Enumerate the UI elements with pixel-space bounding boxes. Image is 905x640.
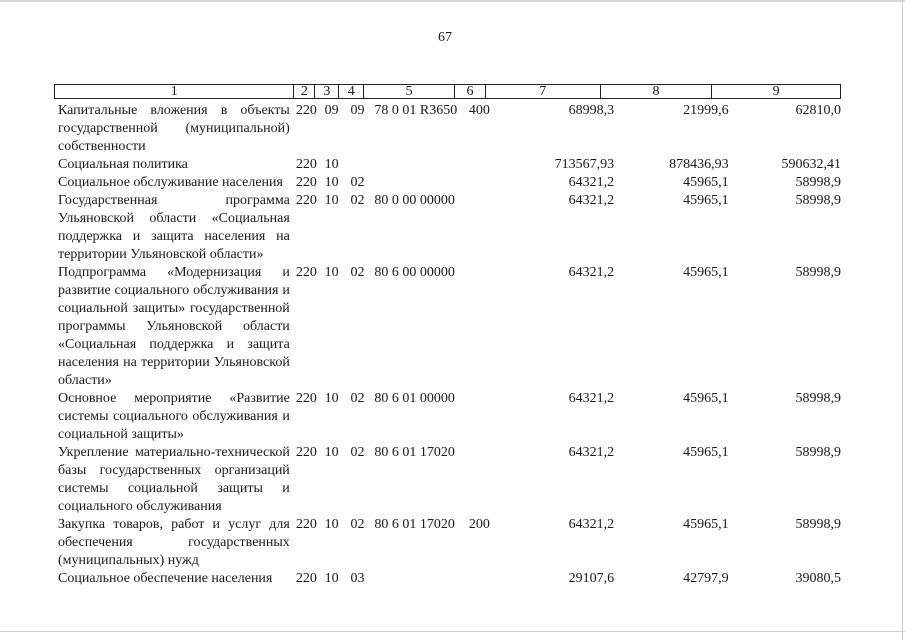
row-code-5: 80 6 01 17020 (374, 445, 455, 460)
row-code-4: 03 (350, 571, 365, 586)
row-value-8: 878436,93 (669, 157, 729, 172)
header-col-6: 6 (455, 85, 486, 98)
row-value-7: 713567,93 (554, 157, 615, 172)
row-code-3: 10 (324, 445, 339, 460)
row-code-2: 220 (295, 445, 317, 460)
row-code-4: 02 (350, 175, 365, 190)
row-value-9: 58998,9 (795, 391, 841, 406)
row-code-4: 02 (350, 517, 365, 532)
row-code-2: 220 (295, 157, 317, 172)
row-code-3: 10 (324, 175, 339, 190)
table-row (58, 390, 841, 444)
row-value-8: 45965,1 (683, 265, 729, 280)
row-code-4: 02 (350, 391, 365, 406)
row-value-7: 68998,3 (568, 103, 615, 118)
table-header-row (54, 84, 841, 99)
row-name: Закупка товаров, работ и услуг для обеспечения государственных (муниципальных) нужд (58, 517, 290, 568)
row-name: Социальная политика (58, 157, 188, 172)
scan-top-edge (0, 0, 905, 2)
row-value-8: 21999,6 (683, 103, 729, 118)
row-value-7: 64321,2 (568, 265, 615, 280)
row-code-3: 10 (324, 157, 339, 172)
row-value-8: 45965,1 (683, 445, 729, 460)
header-col-4: 4 (339, 85, 364, 98)
table-row (58, 192, 841, 264)
scan-bottom-edge (0, 631, 905, 632)
row-value-8: 42797,9 (683, 571, 729, 586)
row-code-4: 02 (350, 193, 365, 208)
table-row (58, 174, 841, 192)
row-value-7: 64321,2 (568, 517, 615, 532)
row-name: Основное мероприятие «Развитие системы социального обслуживания и социальной защиты» (58, 391, 290, 442)
header-col-3: 3 (315, 85, 339, 98)
header-col-1: 1 (55, 85, 294, 98)
table-row (58, 570, 841, 588)
table-row (58, 516, 841, 570)
table-row (58, 102, 841, 156)
row-code-3: 10 (324, 391, 339, 406)
table-body (58, 102, 841, 588)
row-value-9: 62810,0 (795, 103, 841, 118)
row-code-3: 10 (324, 571, 339, 586)
row-code-5: 78 0 01 R3650 (374, 103, 458, 118)
row-value-9: 58998,9 (795, 445, 841, 460)
row-value-8: 45965,1 (683, 391, 729, 406)
row-code-5: 80 6 00 00000 (374, 265, 455, 280)
row-value-9: 58998,9 (795, 175, 841, 190)
row-code-4: 02 (350, 265, 365, 280)
row-value-9: 590632,41 (781, 157, 841, 172)
row-code-2: 220 (295, 391, 317, 406)
row-code-6: 200 (468, 517, 490, 532)
row-code-3: 09 (324, 103, 339, 118)
row-value-7: 64321,2 (568, 445, 615, 460)
row-value-9: 58998,9 (795, 193, 841, 208)
row-code-4: 09 (350, 103, 365, 118)
row-value-8: 45965,1 (683, 517, 729, 532)
header-col-2: 2 (294, 85, 315, 98)
row-code-3: 10 (324, 265, 339, 280)
row-value-9: 58998,9 (795, 517, 841, 532)
header-col-5: 5 (364, 85, 455, 98)
header-col-9: 9 (772, 84, 780, 99)
row-code-2: 220 (295, 103, 317, 118)
row-code-5: 80 0 00 00000 (374, 193, 455, 208)
row-code-2: 220 (295, 517, 317, 532)
row-code-5: 80 6 01 00000 (374, 391, 455, 406)
row-name: Государственная программа Ульяновской области «Социальная поддержка и защита населения на территории Ульяновской области» (58, 193, 290, 262)
table-row (58, 264, 841, 390)
row-name: Социальное обслуживание населения (58, 175, 283, 190)
row-code-3: 10 (324, 517, 339, 532)
row-code-2: 220 (295, 193, 317, 208)
row-value-7: 64321,2 (568, 391, 615, 406)
row-value-8: 45965,1 (683, 193, 729, 208)
row-value-7: 64321,2 (568, 175, 615, 190)
header-col-8: 8 (601, 85, 713, 98)
row-code-4: 02 (350, 445, 365, 460)
row-code-2: 220 (295, 265, 317, 280)
row-name: Подпрограмма «Модернизация и развитие социального обслуживания и социальной защиты» государственной программы Ульяновской области «Социальная поддержка и защита населения на территории Ульяновской области» (58, 265, 290, 388)
row-code-5: 80 6 01 17020 (374, 517, 455, 532)
row-value-9: 39080,5 (795, 571, 841, 586)
scan-right-edge (902, 0, 903, 640)
row-value-8: 45965,1 (683, 175, 729, 190)
table-row (58, 156, 841, 174)
row-name: Укрепление материально-технической базы государственных организаций системы социальной защиты и социального обслуживания (58, 445, 290, 514)
row-code-2: 220 (295, 571, 317, 586)
table-row (58, 444, 841, 516)
row-value-7: 29107,6 (568, 571, 615, 586)
row-name: Капитальные вложения в объекты государственной (муниципальной) собственности (58, 103, 290, 154)
row-value-9: 58998,9 (795, 265, 841, 280)
row-value-7: 64321,2 (568, 193, 615, 208)
row-code-2: 220 (295, 175, 317, 190)
row-code-6: 400 (468, 103, 490, 118)
page-number: 67 (438, 30, 452, 45)
header-col-7: 7 (486, 85, 601, 98)
row-code-3: 10 (324, 193, 339, 208)
row-name: Социальное обеспечение населения (58, 571, 273, 586)
